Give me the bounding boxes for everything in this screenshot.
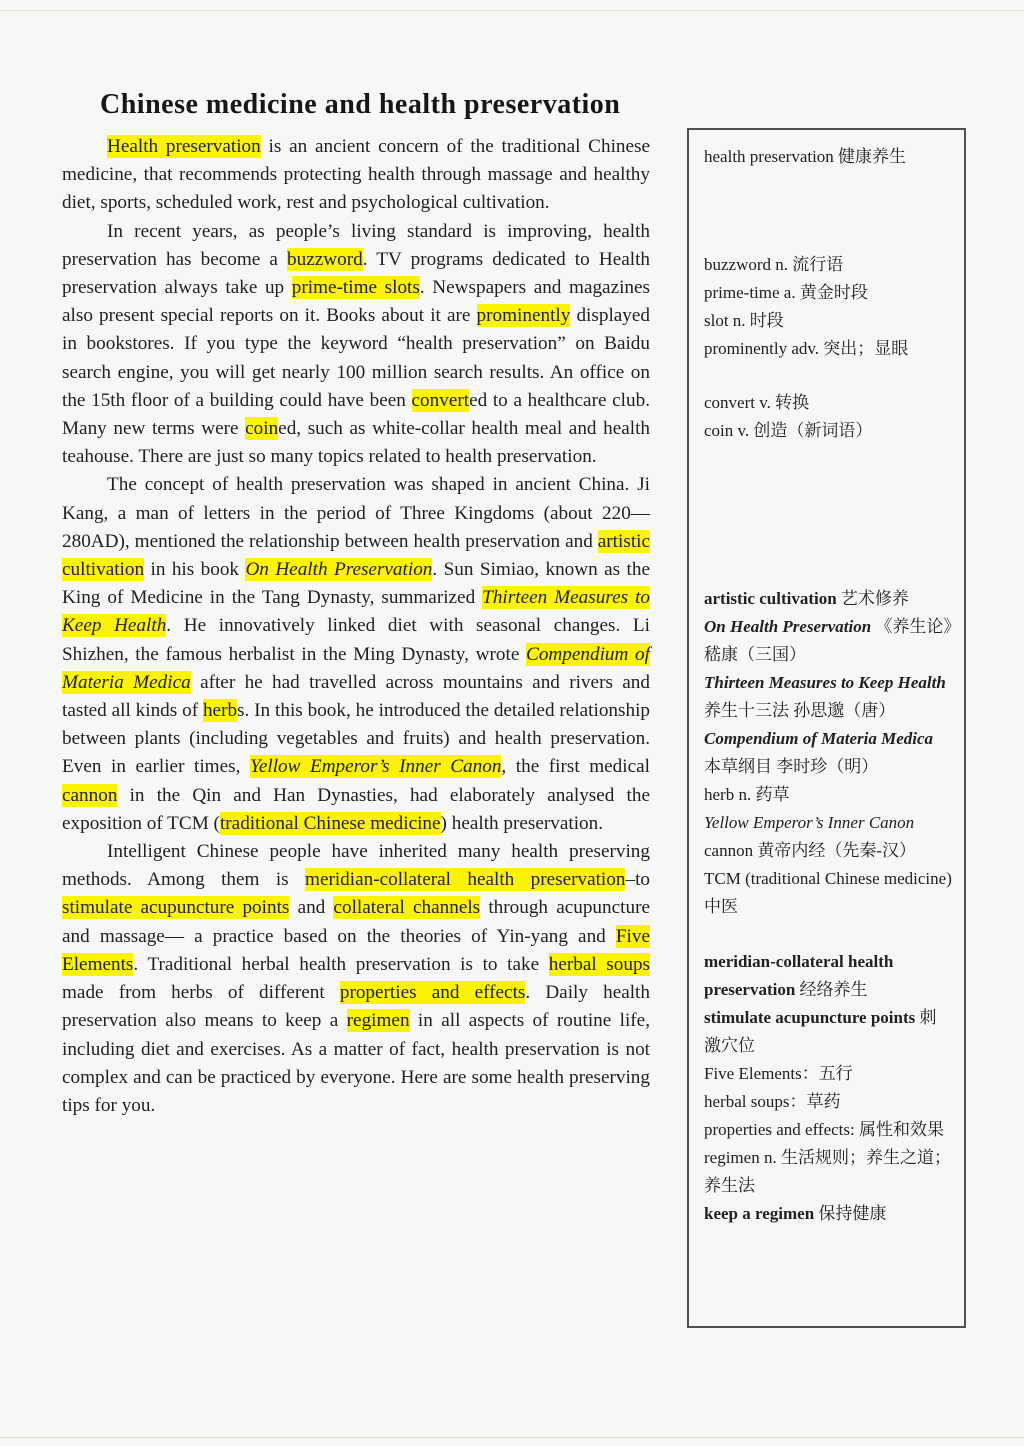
glossary-entry (704, 809, 952, 865)
glossary-term: 艺术修养 (840, 589, 909, 608)
page-title: Chinese medicine and health preservation (100, 88, 621, 120)
highlighted-term: herb (202, 700, 238, 722)
highlighted-term: Yellow Emperor’s Inner Canon (249, 756, 502, 778)
text-run: Intelligent Chinese people have inherited many health preserving methods. Among them is (62, 841, 650, 891)
glossary-term: meridian-collateral health preservation (704, 952, 894, 999)
glossary-term: stimulate acupuncture points (704, 1008, 920, 1027)
glossary-term: prominently adv. 突出；显眼 (704, 339, 909, 358)
glossary-term: properties and effects: 属性和效果 (704, 1120, 944, 1139)
glossary-term: Five Elements：五行 (704, 1064, 853, 1083)
text-run: –to (625, 869, 650, 891)
glossary-term: 本草纲目 李时珍（明） (704, 757, 879, 776)
glossary-entry (704, 1144, 952, 1200)
glossary-term: prime-time a. 黄金时段 (704, 283, 868, 302)
text-run: made from herbs of different (62, 982, 340, 1004)
glossary-entry (704, 1200, 952, 1228)
glossary-entry (704, 335, 952, 363)
highlighted-term: prominently (476, 305, 571, 327)
glossary-term: Yellow Emperor’s Inner Canon (704, 813, 915, 832)
text-run: is an ancient concern of the traditional Chinese medicine, that recommends protecting health through massage and healthy diet, sports, scheduled work, rest and psychological cultivation. (62, 136, 650, 214)
highlighted-term: herbal soups (548, 953, 651, 975)
glossary-term: slot n. 时段 (704, 311, 784, 330)
glossary-term: health preservation 健康养生 (704, 147, 907, 166)
glossary-term: keep a regimen (704, 1204, 819, 1223)
glossary-term: Thirteen Measures to Keep Health (704, 673, 946, 692)
paragraph (62, 471, 650, 838)
highlighted-term: stimulate acupuncture points (62, 897, 290, 919)
glossary-term: On Health Preservation (704, 617, 876, 636)
glossary-term: Compendium of Materia Medica (704, 729, 934, 748)
highlighted-term: regimen (346, 1010, 410, 1032)
highlighted-term: Health preservation (107, 136, 261, 157)
glossary-entry (704, 307, 952, 335)
glossary-term: buzzword n. 流行语 (704, 255, 844, 274)
text-run: , the first medical (501, 756, 650, 778)
text-run: In recent years, as people’s living standard is improving, health preservation has become a (62, 220, 650, 270)
text-run: . TV programs dedicated to Health preservation always take up (62, 248, 650, 299)
glossary-entry (704, 613, 952, 669)
text-run: ed to a healthcare club. Many new terms were (62, 389, 650, 440)
highlighted-term: Five Elements (62, 925, 650, 975)
highlighted-term: meridian-collateral health preservation (305, 869, 626, 891)
text-run: The concept of health preservation was shaped in ancient China. Ji Kang, a man of letters in the period of Three Kingdoms (about 220—280AD), mentioned the relationship between health preservation and (62, 474, 650, 552)
highlighted-term: cannon (62, 784, 118, 806)
glossary-term: 养生十三法 孙思邈（唐） (704, 701, 896, 720)
highlighted-term: On Health Preservation (245, 559, 433, 581)
glossary-entry (704, 251, 952, 279)
highlighted-term: artistic cultivation (62, 530, 650, 581)
highlighted-term: traditional Chinese medicine (219, 812, 441, 834)
glossary-entry (704, 1088, 952, 1116)
highlighted-term: Thirteen Measures to Keep Health (62, 587, 650, 637)
glossary-term: artistic cultivation (704, 589, 841, 608)
page-top-edge (0, 10, 1024, 11)
glossary-term: 《养生论》嵇康（三国） (704, 617, 952, 664)
text-run: after he had travelled across mountains and rivers and tasted all kinds of (62, 671, 650, 722)
paragraph (62, 133, 650, 218)
glossary-entry (704, 143, 952, 171)
text-run: and (289, 897, 334, 919)
text-run: . Daily health preservation also means to keep a (62, 982, 650, 1032)
glossary-entry (704, 1060, 952, 1088)
glossary-entry (704, 279, 952, 307)
article-body (62, 133, 650, 1120)
glossary-term: 刺激穴位 (704, 1008, 937, 1055)
glossary-box (687, 128, 966, 1328)
glossary-entry (704, 781, 952, 809)
highlighted-term: Compendium of Materia Medica (62, 643, 650, 693)
text-run: displayed in bookstores. If you type the keyword “health preservation” on Baidu search engine, you will get nearly 100 million search results. An office on the 15th floor of a building could have been (62, 305, 650, 411)
page-bottom-edge (0, 1437, 1024, 1438)
glossary-entry (704, 865, 952, 921)
text-run: in all aspects of routine life, including diet and exercises. As a matter of fact, health preservation is not complex and can be practiced by everyone. Here are some health preserving tips for you. (62, 1010, 650, 1116)
text-run: . Newspapers and magazines also present special reports on it. Books about it are (62, 277, 651, 327)
glossary-entry (704, 725, 952, 781)
glossary-entry (704, 585, 952, 613)
glossary-entry (704, 948, 952, 1004)
highlighted-term: collateral channels (333, 897, 481, 919)
glossary-entry (704, 1004, 952, 1060)
highlighted-term: coin (245, 418, 279, 440)
highlighted-term: properties and effects (339, 982, 526, 1004)
text-run: ) health preservation. (440, 812, 604, 834)
text-run: s. In this book, he introduced the detailed relationship between plants (including vegetables and fruits) and health preservation. Even in earlier times, (62, 700, 650, 778)
text-run: ed, such as white-collar health meal and health teahouse. There are just so many topics related to health preservation. (62, 418, 651, 468)
glossary-term: 保持健康 (818, 1204, 887, 1223)
glossary-term: regimen n. 生活规则；养生之道；养生法 (704, 1148, 951, 1195)
glossary-term: cannon 黄帝内经（先秦-汉） (704, 841, 917, 860)
text-run: in the Qin and Han Dynasties, had elaborately analysed the exposition of TCM ( (62, 784, 650, 834)
glossary-term: convert v. 转换 (704, 393, 810, 412)
text-run: . Sun Simiao, known as the King of Medicine in the Tang Dynasty, summarized (62, 559, 650, 609)
text-run: through acupuncture and massage— a practice based on the theories of Yin-yang and (62, 897, 650, 947)
glossary-term: 经络养生 (799, 980, 868, 999)
paragraph (62, 838, 650, 1120)
text-run: in his book (144, 559, 246, 581)
text-run: . He innovatively linked diet with seasonal changes. Li Shizhen, the famous herbalist in the Ming Dynasty, wrote (62, 615, 650, 665)
glossary-entry (704, 1116, 952, 1144)
highlighted-term: prime-time slots (291, 277, 420, 299)
glossary-term: coin v. 创造（新词语） (704, 421, 873, 440)
glossary-term: herb n. 药草 (704, 785, 790, 804)
paragraph (62, 218, 650, 472)
glossary-term: herbal soups：草药 (704, 1092, 841, 1111)
text-run: . Traditional herbal health preservation is to take (133, 953, 549, 975)
highlighted-term: buzzword (287, 248, 363, 270)
glossary-entry (704, 389, 952, 417)
highlighted-term: convert (411, 389, 470, 411)
glossary-entry (704, 669, 952, 725)
glossary-entry (704, 417, 952, 445)
glossary-term: TCM (traditional Chinese medicine) 中医 (704, 869, 952, 916)
